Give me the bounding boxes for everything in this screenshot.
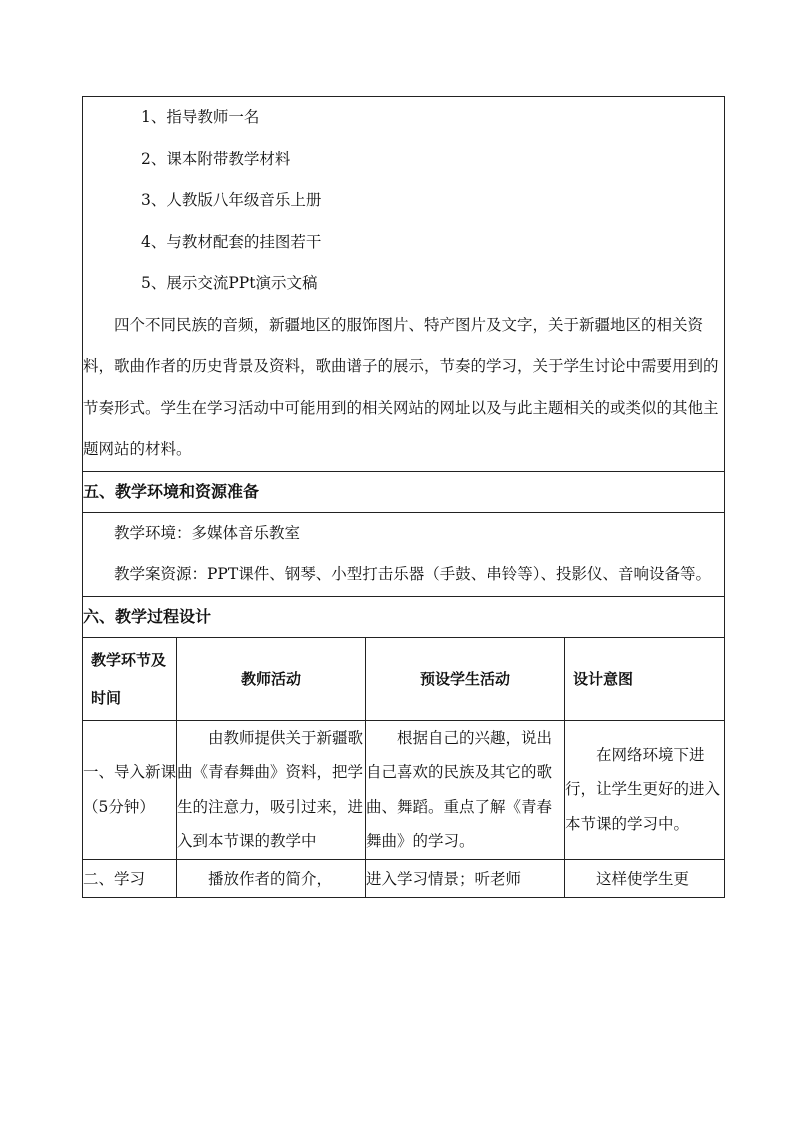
row1-stage: 一、导入新课（5分钟） bbox=[83, 720, 177, 859]
header-teacher bbox=[177, 637, 366, 720]
header-intent-label: 设计意图 bbox=[573, 669, 634, 688]
header-student-label: 预设学生活动 bbox=[419, 669, 510, 688]
row1-student: 根据自己的兴趣，说出自己喜欢的民族及其它的歌曲、舞蹈。重点了解《青春舞曲》的学习。 bbox=[366, 720, 565, 859]
material-item: 3、人教版八年级音乐上册 bbox=[141, 191, 322, 209]
row2-student: 进入学习情景；听老师 bbox=[366, 859, 565, 897]
header-teacher-label: 教师活动 bbox=[240, 669, 301, 688]
header-stage bbox=[83, 637, 177, 720]
section5-content-row bbox=[83, 512, 725, 596]
materials-paragraph: 四个不同民族的音频，新疆地区的服饰图片、特产图片及文字，关于新疆地区的相关资料，歌曲作者的历史背景及资料，歌曲谱子的展示，节奏的学习，关于学生讨论中需要用到的节奏形式。学生在学习活动中可能用到的相关网站的网址以及与此主题相关的或类似的其他主题网站的材料。 bbox=[83, 315, 719, 458]
teaching-environment: 教学环境：多媒体音乐教室 bbox=[114, 523, 301, 542]
header-intent bbox=[565, 637, 725, 720]
table-row bbox=[83, 859, 725, 897]
process-header-row bbox=[83, 637, 725, 720]
section5-title: 五、教学环境和资源准备 bbox=[83, 471, 725, 512]
section6-title: 六、教学过程设计 bbox=[83, 596, 725, 637]
material-item: 5、展示交流PPt演示文稿 bbox=[141, 274, 318, 292]
header-stage-label: 教学环节及时间 bbox=[91, 650, 167, 707]
materials-cell bbox=[83, 97, 725, 472]
row2-teacher: 播放作者的简介， bbox=[177, 859, 366, 897]
section6-title-row bbox=[83, 596, 725, 637]
lesson-plan-table bbox=[82, 96, 725, 898]
material-item: 4、与教材配套的挂图若干 bbox=[141, 232, 322, 251]
material-item: 1、指导教师一名 bbox=[141, 108, 260, 126]
material-item: 2、课本附带教学材料 bbox=[141, 149, 291, 168]
header-student bbox=[366, 637, 565, 720]
row1-intent: 在网络环境下进行，让学生更好的进入本节课的学习中。 bbox=[565, 720, 725, 859]
row2-stage: 二、学习 bbox=[83, 859, 177, 897]
table-row bbox=[83, 720, 725, 859]
row2-intent: 这样使学生更 bbox=[565, 859, 725, 897]
section5-title-row bbox=[83, 471, 725, 512]
teaching-resources: 教学案资源：PPT课件、钢琴、小型打击乐器（手鼓、串铃等）、投影仪、音响设备等。 bbox=[114, 565, 711, 583]
materials-row bbox=[83, 97, 725, 472]
row1-teacher: 由教师提供关于新疆歌曲《青春舞曲》资料，把学生的注意力，吸引过来，进入到本节课的教学中 bbox=[177, 720, 366, 859]
section5-content bbox=[83, 512, 725, 596]
